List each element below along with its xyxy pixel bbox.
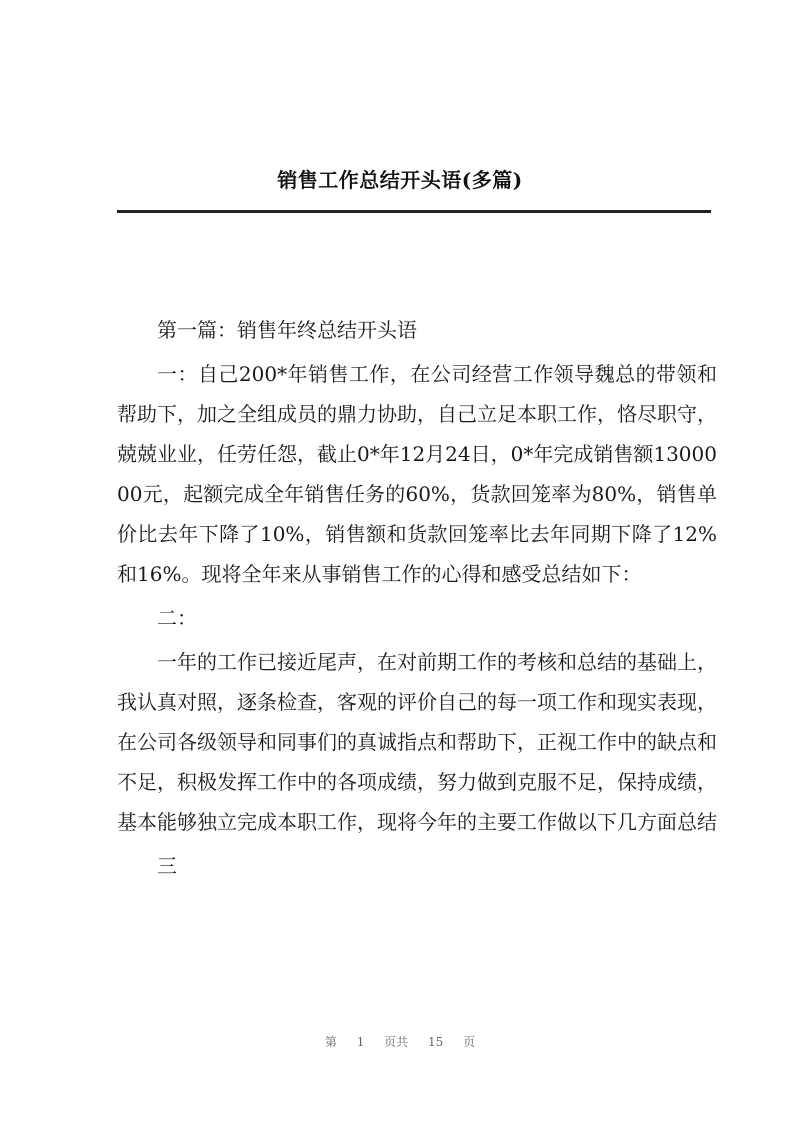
footer-middle: 页共: [384, 1035, 409, 1049]
section-heading: 第一篇：销售年终总结开头语: [157, 318, 417, 342]
title-divider: [117, 210, 711, 213]
page-footer: [0, 1033, 800, 1050]
page-total: 15: [428, 1035, 444, 1049]
footer-prefix: 第: [324, 1035, 337, 1049]
paragraph: 一：自己200*年销售工作，在公司经营工作领导魏总的带领和帮助下，加之全组成员的鼎力协助，自己立足本职工作，恪尽职守，兢兢业业，任劳任怨，截止0*年12月24日，0*年完成销售额1300000元，起额完成全年销售任务的60%，货款回笼率为80%，销售单价比去年下降了10%，销售额和货款回笼率比去年同期下降了12%和16%。现将全年来从事销售工作的心得和感受总结如下：: [117, 362, 717, 586]
paragraph: 一年的工作已接近尾声，在对前期工作的考核和总结的基础上，我认真对照，逐条检查，客观的评价自己的每一项工作和现实表现，在公司各级领导和同事们的真诚指点和帮助下，正视工作中的缺点和不足，积极发挥工作中的各项成绩，努力做到克服不足，保持成绩，基本能够独立完成本职工作，现将今年的主要工作做以下几方面总结: [117, 650, 717, 834]
document-body: [117, 310, 717, 890]
section-marker: 三: [157, 854, 177, 878]
page-number: 1: [356, 1035, 365, 1049]
section-marker: 二：: [157, 606, 197, 630]
document-title: 销售工作总结开头语(多篇): [277, 168, 523, 192]
footer-suffix: 页: [463, 1035, 476, 1049]
